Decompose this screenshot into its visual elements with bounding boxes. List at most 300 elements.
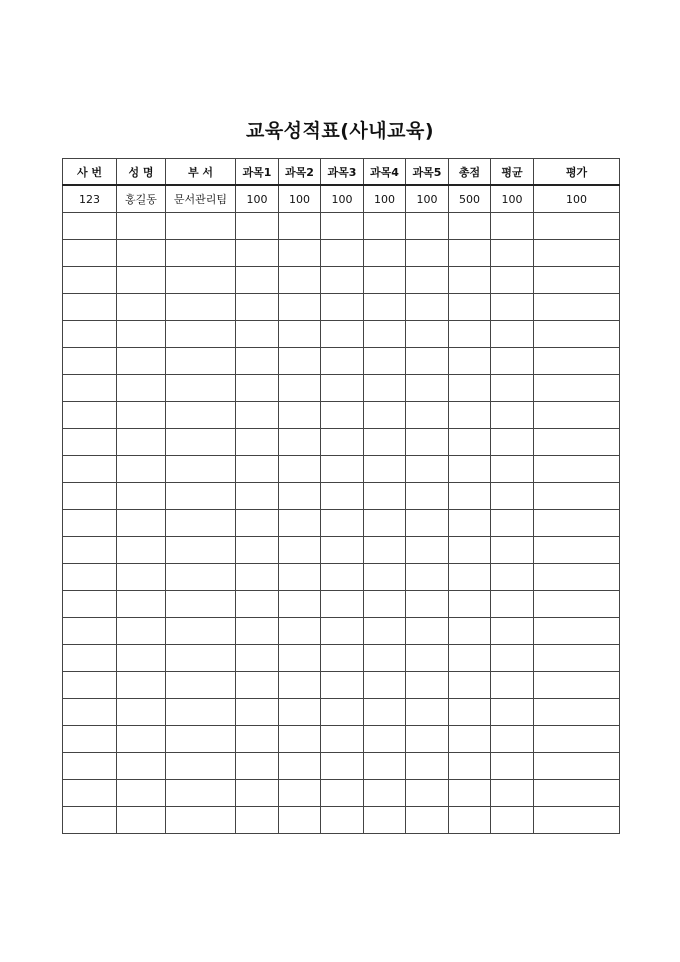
- cell-subject2[interactable]: [279, 591, 321, 618]
- cell-subject4[interactable]: 100: [364, 185, 406, 213]
- cell-subject1[interactable]: [236, 483, 279, 510]
- col-header-subject2: 과목2: [279, 159, 321, 186]
- cell-evaluation[interactable]: [534, 807, 620, 834]
- cell-employee-id[interactable]: [63, 537, 117, 564]
- cell-subject2[interactable]: [279, 375, 321, 402]
- cell-evaluation[interactable]: [534, 375, 620, 402]
- cell-department[interactable]: [166, 672, 236, 699]
- cell-department[interactable]: [166, 402, 236, 429]
- cell-department[interactable]: [166, 321, 236, 348]
- cell-name[interactable]: [117, 429, 166, 456]
- cell-average[interactable]: [491, 780, 534, 807]
- cell-total[interactable]: [449, 780, 491, 807]
- cell-subject5[interactable]: [406, 483, 449, 510]
- cell-department[interactable]: [166, 267, 236, 294]
- cell-evaluation[interactable]: [534, 429, 620, 456]
- cell-average[interactable]: [491, 807, 534, 834]
- cell-subject3[interactable]: [321, 321, 364, 348]
- cell-employee-id[interactable]: [63, 456, 117, 483]
- col-header-evaluation: 평가: [534, 159, 620, 186]
- cell-subject5[interactable]: [406, 618, 449, 645]
- col-header-department: 부 서: [166, 159, 236, 186]
- cell-evaluation[interactable]: [534, 726, 620, 753]
- cell-total[interactable]: [449, 294, 491, 321]
- table-row: [63, 807, 620, 834]
- table-row: [63, 645, 620, 672]
- cell-total[interactable]: [449, 645, 491, 672]
- cell-employee-id[interactable]: [63, 240, 117, 267]
- cell-employee-id[interactable]: [63, 483, 117, 510]
- cell-name[interactable]: [117, 780, 166, 807]
- cell-subject2[interactable]: [279, 294, 321, 321]
- cell-evaluation[interactable]: [534, 294, 620, 321]
- cell-department[interactable]: [166, 591, 236, 618]
- cell-subject2[interactable]: [279, 510, 321, 537]
- cell-total[interactable]: [449, 240, 491, 267]
- cell-subject4[interactable]: [364, 429, 406, 456]
- cell-subject1[interactable]: [236, 510, 279, 537]
- cell-employee-id[interactable]: [63, 348, 117, 375]
- cell-subject5[interactable]: [406, 375, 449, 402]
- cell-subject3[interactable]: [321, 591, 364, 618]
- cell-name[interactable]: [117, 348, 166, 375]
- cell-subject3[interactable]: [321, 672, 364, 699]
- cell-subject1[interactable]: [236, 753, 279, 780]
- cell-employee-id[interactable]: [63, 618, 117, 645]
- cell-subject1[interactable]: [236, 807, 279, 834]
- cell-subject3[interactable]: [321, 267, 364, 294]
- cell-name[interactable]: [117, 591, 166, 618]
- cell-name[interactable]: [117, 321, 166, 348]
- table-row: [63, 375, 620, 402]
- cell-subject1[interactable]: [236, 699, 279, 726]
- cell-evaluation[interactable]: [534, 267, 620, 294]
- cell-average[interactable]: [491, 294, 534, 321]
- cell-evaluation[interactable]: [534, 348, 620, 375]
- cell-employee-id[interactable]: [63, 672, 117, 699]
- cell-subject5[interactable]: [406, 213, 449, 240]
- cell-subject3[interactable]: [321, 429, 364, 456]
- cell-subject1[interactable]: [236, 672, 279, 699]
- cell-subject4[interactable]: [364, 294, 406, 321]
- cell-average[interactable]: [491, 726, 534, 753]
- cell-subject3[interactable]: [321, 564, 364, 591]
- cell-average[interactable]: [491, 375, 534, 402]
- cell-evaluation[interactable]: [534, 537, 620, 564]
- cell-subject4[interactable]: [364, 375, 406, 402]
- cell-average[interactable]: [491, 267, 534, 294]
- cell-average[interactable]: [491, 537, 534, 564]
- cell-subject2[interactable]: [279, 699, 321, 726]
- cell-total[interactable]: [449, 483, 491, 510]
- cell-subject1[interactable]: [236, 429, 279, 456]
- cell-subject2[interactable]: [279, 267, 321, 294]
- cell-total[interactable]: [449, 537, 491, 564]
- cell-employee-id[interactable]: [63, 267, 117, 294]
- table-row: [63, 240, 620, 267]
- cell-employee-id[interactable]: 123: [63, 185, 117, 213]
- cell-name[interactable]: 홍길동: [117, 185, 166, 213]
- cell-department[interactable]: [166, 429, 236, 456]
- cell-subject5[interactable]: [406, 456, 449, 483]
- cell-total[interactable]: [449, 618, 491, 645]
- cell-name[interactable]: [117, 456, 166, 483]
- cell-subject3[interactable]: [321, 375, 364, 402]
- cell-subject5[interactable]: [406, 699, 449, 726]
- cell-name[interactable]: [117, 402, 166, 429]
- col-header-average: 평균: [491, 159, 534, 186]
- cell-evaluation[interactable]: 100: [534, 185, 620, 213]
- cell-subject1[interactable]: [236, 645, 279, 672]
- cell-employee-id[interactable]: [63, 726, 117, 753]
- cell-employee-id[interactable]: [63, 510, 117, 537]
- cell-employee-id[interactable]: [63, 402, 117, 429]
- cell-total[interactable]: [449, 348, 491, 375]
- cell-subject4[interactable]: [364, 753, 406, 780]
- cell-subject3[interactable]: [321, 726, 364, 753]
- table-header-row: [63, 159, 620, 186]
- cell-subject5[interactable]: [406, 807, 449, 834]
- cell-subject2[interactable]: [279, 321, 321, 348]
- cell-evaluation[interactable]: [534, 780, 620, 807]
- grade-table: [62, 158, 620, 834]
- cell-subject1[interactable]: [236, 618, 279, 645]
- cell-subject5[interactable]: [406, 645, 449, 672]
- col-header-total: 총점: [449, 159, 491, 186]
- cell-total[interactable]: [449, 429, 491, 456]
- cell-total[interactable]: [449, 456, 491, 483]
- cell-subject4[interactable]: [364, 807, 406, 834]
- cell-subject5[interactable]: [406, 294, 449, 321]
- cell-average[interactable]: [491, 402, 534, 429]
- cell-subject4[interactable]: [364, 618, 406, 645]
- cell-subject5[interactable]: [406, 726, 449, 753]
- cell-employee-id[interactable]: [63, 699, 117, 726]
- cell-subject4[interactable]: [364, 537, 406, 564]
- table-row: [63, 726, 620, 753]
- cell-subject2[interactable]: [279, 618, 321, 645]
- cell-subject1[interactable]: [236, 402, 279, 429]
- cell-total[interactable]: [449, 375, 491, 402]
- table-row: [63, 618, 620, 645]
- cell-subject3[interactable]: [321, 699, 364, 726]
- cell-average[interactable]: [491, 213, 534, 240]
- cell-total[interactable]: 500: [449, 185, 491, 213]
- cell-total[interactable]: [449, 753, 491, 780]
- table-row: [63, 294, 620, 321]
- cell-name[interactable]: [117, 699, 166, 726]
- table-row: [63, 267, 620, 294]
- cell-average[interactable]: [491, 429, 534, 456]
- cell-name[interactable]: [117, 807, 166, 834]
- cell-subject5[interactable]: [406, 753, 449, 780]
- cell-subject4[interactable]: [364, 240, 406, 267]
- table-row: [63, 753, 620, 780]
- cell-subject4[interactable]: [364, 213, 406, 240]
- cell-evaluation[interactable]: [534, 402, 620, 429]
- cell-department[interactable]: [166, 213, 236, 240]
- cell-name[interactable]: [117, 564, 166, 591]
- cell-subject2[interactable]: [279, 780, 321, 807]
- cell-subject5[interactable]: [406, 564, 449, 591]
- cell-total[interactable]: [449, 591, 491, 618]
- cell-total[interactable]: [449, 699, 491, 726]
- cell-employee-id[interactable]: [63, 780, 117, 807]
- cell-subject3[interactable]: [321, 294, 364, 321]
- cell-total[interactable]: [449, 267, 491, 294]
- cell-name[interactable]: [117, 240, 166, 267]
- table-row: [63, 537, 620, 564]
- table-row: [63, 185, 620, 213]
- table-row: [63, 402, 620, 429]
- table-row: [63, 429, 620, 456]
- cell-subject2[interactable]: [279, 753, 321, 780]
- cell-total[interactable]: [449, 672, 491, 699]
- cell-name[interactable]: [117, 375, 166, 402]
- cell-subject1[interactable]: [236, 537, 279, 564]
- cell-evaluation[interactable]: [534, 240, 620, 267]
- cell-subject5[interactable]: [406, 402, 449, 429]
- cell-evaluation[interactable]: [534, 564, 620, 591]
- cell-department[interactable]: [166, 618, 236, 645]
- cell-evaluation[interactable]: [534, 591, 620, 618]
- cell-name[interactable]: [117, 294, 166, 321]
- cell-subject3[interactable]: [321, 348, 364, 375]
- cell-department[interactable]: [166, 537, 236, 564]
- cell-employee-id[interactable]: [63, 591, 117, 618]
- cell-name[interactable]: [117, 267, 166, 294]
- cell-subject4[interactable]: [364, 564, 406, 591]
- cell-evaluation[interactable]: [534, 645, 620, 672]
- cell-department[interactable]: 문서관리팀: [166, 185, 236, 213]
- cell-subject4[interactable]: [364, 591, 406, 618]
- cell-department[interactable]: [166, 564, 236, 591]
- cell-subject2[interactable]: [279, 537, 321, 564]
- cell-subject2[interactable]: [279, 240, 321, 267]
- cell-subject1[interactable]: [236, 213, 279, 240]
- cell-subject2[interactable]: [279, 483, 321, 510]
- cell-average[interactable]: [491, 753, 534, 780]
- cell-subject1[interactable]: [236, 321, 279, 348]
- cell-subject4[interactable]: [364, 780, 406, 807]
- cell-subject3[interactable]: [321, 213, 364, 240]
- cell-name[interactable]: [117, 483, 166, 510]
- cell-average[interactable]: [491, 618, 534, 645]
- cell-employee-id[interactable]: [63, 564, 117, 591]
- cell-average[interactable]: [491, 672, 534, 699]
- cell-subject1[interactable]: [236, 375, 279, 402]
- cell-evaluation[interactable]: [534, 753, 620, 780]
- cell-department[interactable]: [166, 294, 236, 321]
- cell-department[interactable]: [166, 348, 236, 375]
- cell-subject2[interactable]: [279, 429, 321, 456]
- col-header-subject5: 과목5: [406, 159, 449, 186]
- cell-department[interactable]: [166, 726, 236, 753]
- cell-subject4[interactable]: [364, 510, 406, 537]
- cell-total[interactable]: [449, 726, 491, 753]
- cell-average[interactable]: [491, 321, 534, 348]
- cell-evaluation[interactable]: [534, 618, 620, 645]
- cell-subject3[interactable]: [321, 537, 364, 564]
- cell-average[interactable]: [491, 510, 534, 537]
- cell-employee-id[interactable]: [63, 645, 117, 672]
- cell-subject3[interactable]: [321, 240, 364, 267]
- cell-subject3[interactable]: [321, 753, 364, 780]
- cell-subject2[interactable]: [279, 807, 321, 834]
- col-header-employee-id: 사 번: [63, 159, 117, 186]
- cell-average[interactable]: 100: [491, 185, 534, 213]
- cell-subject2[interactable]: [279, 564, 321, 591]
- cell-subject1[interactable]: [236, 780, 279, 807]
- cell-average[interactable]: [491, 483, 534, 510]
- col-header-subject3: 과목3: [321, 159, 364, 186]
- cell-subject5[interactable]: [406, 591, 449, 618]
- cell-subject4[interactable]: [364, 645, 406, 672]
- cell-total[interactable]: [449, 321, 491, 348]
- table-row: [63, 348, 620, 375]
- cell-subject1[interactable]: [236, 726, 279, 753]
- cell-total[interactable]: [449, 807, 491, 834]
- cell-subject4[interactable]: [364, 267, 406, 294]
- cell-department[interactable]: [166, 645, 236, 672]
- cell-total[interactable]: [449, 564, 491, 591]
- cell-evaluation[interactable]: [534, 672, 620, 699]
- cell-subject2[interactable]: 100: [279, 185, 321, 213]
- cell-employee-id[interactable]: [63, 213, 117, 240]
- cell-subject2[interactable]: [279, 348, 321, 375]
- cell-subject5[interactable]: [406, 348, 449, 375]
- cell-subject3[interactable]: 100: [321, 185, 364, 213]
- cell-subject4[interactable]: [364, 402, 406, 429]
- cell-subject3[interactable]: [321, 780, 364, 807]
- cell-subject3[interactable]: [321, 645, 364, 672]
- cell-department[interactable]: [166, 753, 236, 780]
- cell-subject1[interactable]: [236, 267, 279, 294]
- cell-subject4[interactable]: [364, 699, 406, 726]
- cell-subject2[interactable]: [279, 456, 321, 483]
- cell-subject5[interactable]: [406, 429, 449, 456]
- cell-subject1[interactable]: 100: [236, 185, 279, 213]
- cell-subject2[interactable]: [279, 672, 321, 699]
- cell-average[interactable]: [491, 699, 534, 726]
- table-row: [63, 483, 620, 510]
- cell-evaluation[interactable]: [534, 699, 620, 726]
- table-row: [63, 321, 620, 348]
- cell-average[interactable]: [491, 564, 534, 591]
- cell-average[interactable]: [491, 456, 534, 483]
- cell-subject4[interactable]: [364, 321, 406, 348]
- cell-name[interactable]: [117, 618, 166, 645]
- cell-employee-id[interactable]: [63, 321, 117, 348]
- cell-average[interactable]: [491, 645, 534, 672]
- cell-total[interactable]: [449, 510, 491, 537]
- cell-employee-id[interactable]: [63, 294, 117, 321]
- cell-name[interactable]: [117, 726, 166, 753]
- cell-subject5[interactable]: [406, 510, 449, 537]
- cell-subject5[interactable]: [406, 321, 449, 348]
- cell-name[interactable]: [117, 645, 166, 672]
- cell-subject3[interactable]: [321, 618, 364, 645]
- cell-employee-id[interactable]: [63, 753, 117, 780]
- cell-subject3[interactable]: [321, 510, 364, 537]
- cell-department[interactable]: [166, 456, 236, 483]
- table-row: [63, 564, 620, 591]
- document-title: 교육성적표(사내교육): [245, 120, 435, 142]
- cell-subject5[interactable]: [406, 240, 449, 267]
- cell-employee-id[interactable]: [63, 375, 117, 402]
- cell-subject5[interactable]: 100: [406, 185, 449, 213]
- cell-subject3[interactable]: [321, 483, 364, 510]
- cell-average[interactable]: [491, 240, 534, 267]
- cell-name[interactable]: [117, 753, 166, 780]
- cell-subject2[interactable]: [279, 402, 321, 429]
- cell-subject4[interactable]: [364, 726, 406, 753]
- cell-average[interactable]: [491, 348, 534, 375]
- cell-subject5[interactable]: [406, 267, 449, 294]
- cell-evaluation[interactable]: [534, 510, 620, 537]
- cell-subject2[interactable]: [279, 213, 321, 240]
- cell-evaluation[interactable]: [534, 213, 620, 240]
- table-row: [63, 456, 620, 483]
- cell-employee-id[interactable]: [63, 429, 117, 456]
- col-header-subject1: 과목1: [236, 159, 279, 186]
- cell-subject1[interactable]: [236, 294, 279, 321]
- col-header-subject4: 과목4: [364, 159, 406, 186]
- table-row: [63, 699, 620, 726]
- cell-department[interactable]: [166, 807, 236, 834]
- cell-employee-id[interactable]: [63, 807, 117, 834]
- cell-department[interactable]: [166, 483, 236, 510]
- col-header-name: 성 명: [117, 159, 166, 186]
- cell-evaluation[interactable]: [534, 456, 620, 483]
- table-row: [63, 672, 620, 699]
- cell-department[interactable]: [166, 375, 236, 402]
- cell-subject3[interactable]: [321, 402, 364, 429]
- cell-department[interactable]: [166, 510, 236, 537]
- cell-average[interactable]: [491, 591, 534, 618]
- cell-subject1[interactable]: [236, 348, 279, 375]
- cell-name[interactable]: [117, 510, 166, 537]
- cell-subject1[interactable]: [236, 591, 279, 618]
- cell-name[interactable]: [117, 213, 166, 240]
- cell-subject1[interactable]: [236, 564, 279, 591]
- cell-total[interactable]: [449, 402, 491, 429]
- cell-department[interactable]: [166, 699, 236, 726]
- cell-subject2[interactable]: [279, 726, 321, 753]
- cell-subject5[interactable]: [406, 780, 449, 807]
- cell-subject3[interactable]: [321, 807, 364, 834]
- cell-subject1[interactable]: [236, 456, 279, 483]
- cell-total[interactable]: [449, 213, 491, 240]
- table-row: [63, 591, 620, 618]
- cell-evaluation[interactable]: [534, 483, 620, 510]
- cell-department[interactable]: [166, 240, 236, 267]
- cell-subject4[interactable]: [364, 672, 406, 699]
- cell-subject2[interactable]: [279, 645, 321, 672]
- cell-subject5[interactable]: [406, 537, 449, 564]
- cell-department[interactable]: [166, 780, 236, 807]
- cell-subject4[interactable]: [364, 348, 406, 375]
- cell-subject4[interactable]: [364, 483, 406, 510]
- cell-subject5[interactable]: [406, 672, 449, 699]
- table-row: [63, 213, 620, 240]
- cell-evaluation[interactable]: [534, 321, 620, 348]
- cell-name[interactable]: [117, 537, 166, 564]
- cell-subject3[interactable]: [321, 456, 364, 483]
- cell-subject4[interactable]: [364, 456, 406, 483]
- cell-name[interactable]: [117, 672, 166, 699]
- cell-subject1[interactable]: [236, 240, 279, 267]
